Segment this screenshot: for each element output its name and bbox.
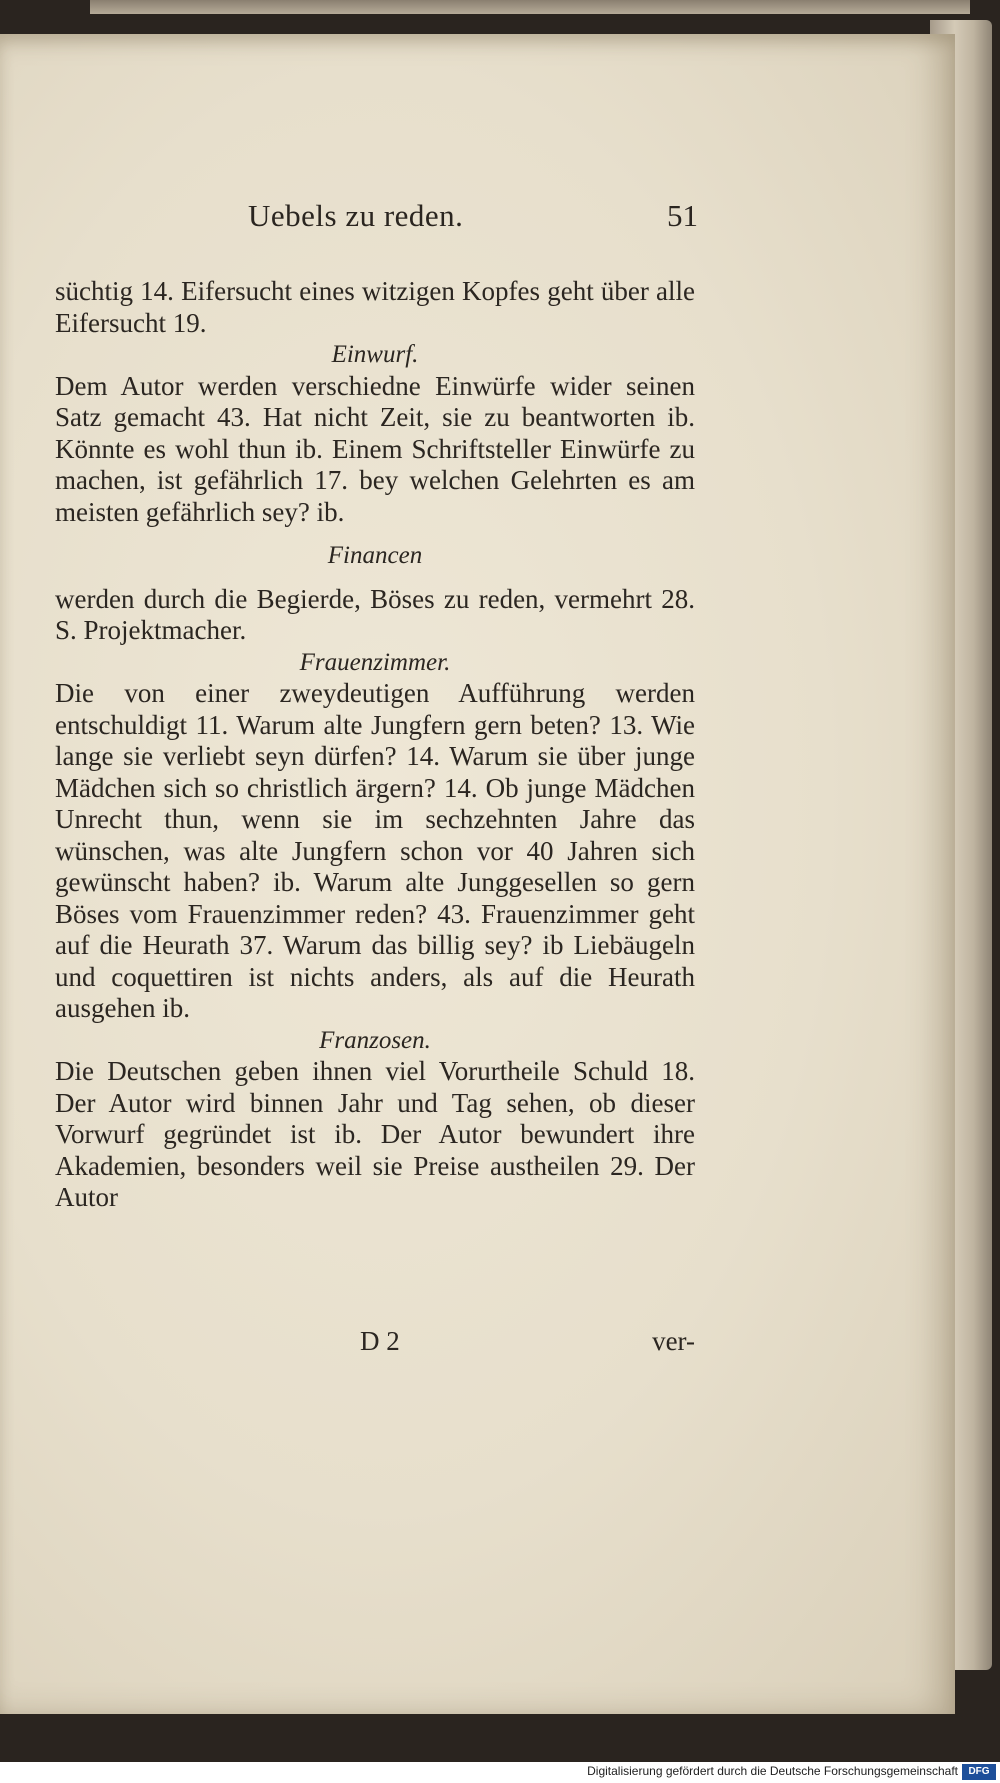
signature-mark: D 2: [360, 1326, 400, 1356]
entry-heading-financen: Financen: [327, 542, 423, 569]
index-entry-einwurf: Dem Autor werden verschiedne Einwürfe wider seinen Satz gemacht 43. Hat nicht Zeit, sie zu beantworten ib. Könnte es wohl thun ib. Einem Schriftsteller Einwürfe zu machen, ist gefährlich 17. bey welchen Gelehrten es am meisten gefährlich sey? ib.: [55, 370, 695, 527]
index-entry-franzosen: Die Deutschen geben ihnen viel Vorurtheile Schuld 18. Der Autor wird binnen Jahr und Tag sehen, ob dieser Vorwurf gegründet ist ib. Der Autor bewundert ihre Akademien, besonders weil sie Preise austheilen 29. Der Autor: [55, 1056, 695, 1212]
entry-heading-franzosen: Franzosen.: [319, 1026, 431, 1054]
page-footer: [55, 1326, 695, 1358]
book-top-edge: [90, 0, 970, 14]
running-title: Uebels zu reden.: [248, 198, 464, 233]
catchword: ver-: [652, 1326, 695, 1356]
dfg-logo: DFG: [962, 1764, 996, 1780]
entry-heading-frauenzimmer: Frauenzimmer.: [299, 648, 451, 676]
digitization-credit-bar: [0, 1762, 1000, 1783]
entry-heading-einwurf: Einwurf.: [331, 341, 419, 368]
page-header: [248, 198, 698, 248]
page-number: 51: [667, 198, 698, 233]
index-entry-continuation: süchtig 14. Eifersucht eines witzigen Kopfes geht über alle Eifersucht 19.: [55, 276, 695, 338]
index-entry-frauenzimmer: Die von einer zweydeutigen Aufführung werden entschuldigt 11. Warum alte Jungfern gern beten? 13. Wie lange sie verliebt seyn dürfen? 14. Warum sie über junge Mädchen sich so christlich ärgern? 14. Ob junge Mädchen Unrecht thun, wenn sie im sechzehnten Jahre das wünschen, was alte Jungfern schon vor 40 Jahren sich gewünscht haben? ib. Warum alte Junggesellen so gern Böses vom Frauenzimmer reden? 43. Frauenzimmer geht auf die Heurath 37. Warum das billig sey? ib Liebäugeln und coquettiren ist nichts anders, als auf die Heurath ausgehen ib.: [55, 678, 695, 1023]
index-entry-financen: werden durch die Begierde, Böses zu reden, vermehrt 28. S. Projektmacher.: [55, 583, 695, 645]
index-text: [55, 276, 695, 1214]
digitization-credit: Digitalisierung gefördert durch die Deutsche Forschungsgemeinschaft: [587, 1764, 958, 1778]
